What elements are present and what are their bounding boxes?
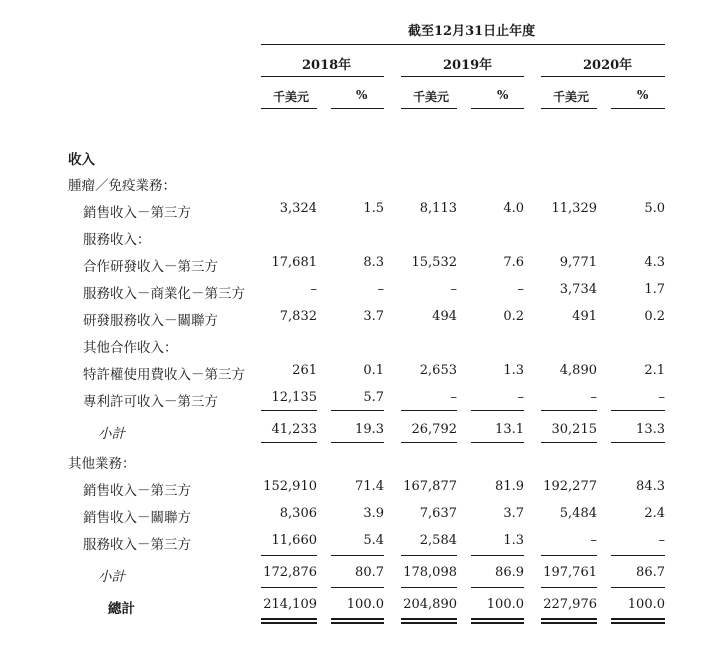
percent-cell: 86.7 (636, 565, 665, 580)
unit-rule-amt-2019 (401, 108, 457, 109)
year-2018: 2018年 (302, 58, 352, 73)
row-label: 特許權使用費收入－第三方 (83, 367, 245, 383)
unit-pct-2020: % (637, 88, 649, 102)
period-rule (261, 44, 665, 45)
percent-cell: 3.9 (363, 506, 384, 521)
percent-cell: 13.1 (495, 422, 524, 437)
percent-cell: 0.1 (363, 363, 384, 378)
total-top-amt-2019 (401, 587, 457, 588)
percent-cell: – (517, 390, 524, 405)
unit-pct-2018: % (356, 88, 368, 102)
total-double-1-amt-2018 (261, 618, 317, 620)
percent-cell: 2.4 (644, 506, 665, 521)
amount-cell: 204,890 (403, 597, 457, 612)
amount-cell: – (450, 282, 457, 297)
amount-cell: 3,734 (559, 282, 597, 297)
row-label: 研發服務收入－關聯方 (83, 313, 218, 329)
amount-cell: 15,532 (411, 255, 457, 270)
percent-cell: 8.3 (363, 255, 384, 270)
percent-cell: 100.0 (486, 597, 524, 612)
percent-cell: 5.7 (363, 390, 384, 405)
subtotal1-rule-pct-2020 (611, 410, 665, 411)
percent-cell: 1.3 (503, 363, 524, 378)
year-rule-2019 (401, 76, 524, 77)
amount-cell: 8,113 (419, 201, 457, 216)
amount-cell: 214,109 (263, 597, 317, 612)
percent-cell: 13.3 (636, 422, 665, 437)
percent-cell: 3.7 (503, 506, 524, 521)
amount-cell: 8,306 (279, 506, 317, 521)
amount-cell: 167,877 (403, 479, 457, 494)
year-rule-2020 (541, 76, 665, 77)
percent-cell: – (377, 282, 384, 297)
unit-rule-pct-2019 (471, 108, 524, 109)
unit-rule-amt-2020 (541, 108, 597, 109)
amount-cell: 7,637 (419, 506, 457, 521)
section-services: 服務收入： (83, 232, 151, 248)
unit-rule-pct-2020 (611, 108, 665, 109)
unit-rule-pct-2018 (331, 108, 384, 109)
subtotal1-rule-amt-2019 (401, 410, 457, 411)
subtotal-label: 小計 (98, 426, 125, 442)
subtotal1-rule-pct-2018 (331, 410, 384, 411)
amount-cell: 152,910 (263, 479, 317, 494)
section-other-coop: 其他合作收入： (83, 340, 178, 356)
percent-cell: 100.0 (627, 597, 665, 612)
row-label: 銷售收入－第三方 (83, 205, 191, 221)
amount-cell: 41,233 (271, 422, 317, 437)
percent-cell: 100.0 (346, 597, 384, 612)
amount-cell: – (450, 390, 457, 405)
total-top-amt-2020 (541, 587, 597, 588)
percent-cell: 84.3 (636, 479, 665, 494)
section-oncology: 腫瘤／免疫業務： (68, 178, 176, 194)
percent-cell: – (658, 390, 665, 405)
total-double-1-pct-2020 (611, 618, 665, 620)
row-label: 服務收入－第三方 (83, 537, 191, 553)
year-2020: 2020年 (583, 58, 633, 73)
subtotal2-rule-amt-2019 (401, 555, 457, 556)
amount-cell: 7,832 (279, 309, 317, 324)
total-double-1-amt-2019 (401, 618, 457, 620)
total-top-pct-2018 (331, 587, 384, 588)
amount-cell: 2,653 (419, 363, 457, 378)
amount-cell: – (310, 282, 317, 297)
unit-amount-2019: 千美元 (413, 90, 450, 104)
year-2019: 2019年 (443, 58, 493, 73)
subtotal1-bottom-pct-2019 (471, 442, 524, 443)
section-revenue: 收入 (68, 152, 95, 168)
percent-cell: 5.4 (363, 533, 384, 548)
row-label: 銷售收入－第三方 (83, 483, 191, 499)
period-header: 截至12月31日止年度 (408, 24, 536, 39)
row-label: 服務收入－商業化－第三方 (83, 286, 245, 302)
subtotal1-rule-pct-2019 (471, 410, 524, 411)
amount-cell: 30,215 (551, 422, 597, 437)
percent-cell: 1.5 (363, 201, 384, 216)
subtotal1-bottom-pct-2018 (331, 442, 384, 443)
row-label: 專利許可收入－第三方 (83, 394, 218, 410)
total-top-pct-2020 (611, 587, 665, 588)
subtotal-label: 小計 (98, 569, 125, 585)
total-double-2-amt-2018 (261, 622, 317, 624)
subtotal1-rule-amt-2020 (541, 410, 597, 411)
percent-cell: 81.9 (495, 479, 524, 494)
subtotal1-bottom-amt-2020 (541, 442, 597, 443)
percent-cell: 4.3 (644, 255, 665, 270)
unit-amount-2020: 千美元 (553, 90, 590, 104)
total-top-amt-2018 (261, 587, 317, 588)
amount-cell: – (590, 533, 597, 548)
amount-cell: 2,584 (419, 533, 457, 548)
subtotal2-rule-pct-2019 (471, 555, 524, 556)
percent-cell: 1.3 (503, 533, 524, 548)
amount-cell: 9,771 (559, 255, 597, 270)
amount-cell: – (590, 390, 597, 405)
total-double-1-amt-2020 (541, 618, 597, 620)
amount-cell: 491 (572, 309, 597, 324)
section-other-business: 其他業務： (68, 456, 136, 472)
amount-cell: 192,277 (543, 479, 597, 494)
total-top-pct-2019 (471, 587, 524, 588)
percent-cell: 19.3 (355, 422, 384, 437)
total-double-2-pct-2020 (611, 622, 665, 624)
amount-cell: 11,329 (551, 201, 597, 216)
percent-cell: 7.6 (503, 255, 524, 270)
total-double-1-pct-2018 (331, 618, 384, 620)
subtotal2-rule-amt-2020 (541, 555, 597, 556)
percent-cell: 0.2 (644, 309, 665, 324)
percent-cell: 2.1 (644, 363, 665, 378)
percent-cell: 4.0 (503, 201, 524, 216)
total-double-2-amt-2020 (541, 622, 597, 624)
amount-cell: 5,484 (559, 506, 597, 521)
subtotal2-rule-pct-2020 (611, 555, 665, 556)
unit-amount-2018: 千美元 (273, 90, 310, 104)
amount-cell: 11,660 (271, 533, 317, 548)
percent-cell: 0.2 (503, 309, 524, 324)
subtotal2-rule-pct-2018 (331, 555, 384, 556)
subtotal1-bottom-pct-2020 (611, 442, 665, 443)
percent-cell: – (517, 282, 524, 297)
row-label: 合作研發收入－第三方 (83, 259, 218, 275)
unit-pct-2019: % (497, 88, 509, 102)
total-label: 總計 (108, 601, 135, 617)
percent-cell: – (658, 533, 665, 548)
year-rule-2018 (261, 76, 384, 77)
total-double-2-amt-2019 (401, 622, 457, 624)
percent-cell: 5.0 (644, 201, 665, 216)
amount-cell: 12,135 (271, 390, 317, 405)
amount-cell: 494 (432, 309, 457, 324)
unit-rule-amt-2018 (261, 108, 317, 109)
row-label: 銷售收入－關聯方 (83, 510, 191, 526)
total-double-1-pct-2019 (471, 618, 524, 620)
total-double-2-pct-2019 (471, 622, 524, 624)
amount-cell: 172,876 (263, 565, 317, 580)
amount-cell: 227,976 (543, 597, 597, 612)
amount-cell: 178,098 (403, 565, 457, 580)
total-double-2-pct-2018 (331, 622, 384, 624)
amount-cell: 197,761 (543, 565, 597, 580)
percent-cell: 1.7 (644, 282, 665, 297)
percent-cell: 80.7 (355, 565, 384, 580)
amount-cell: 26,792 (411, 422, 457, 437)
percent-cell: 3.7 (363, 309, 384, 324)
subtotal1-bottom-amt-2019 (401, 442, 457, 443)
amount-cell: 261 (292, 363, 317, 378)
amount-cell: 4,890 (559, 363, 597, 378)
subtotal2-rule-amt-2018 (261, 555, 317, 556)
subtotal1-rule-amt-2018 (261, 410, 317, 411)
percent-cell: 86.9 (495, 565, 524, 580)
percent-cell: 71.4 (355, 479, 384, 494)
amount-cell: 3,324 (279, 201, 317, 216)
amount-cell: 17,681 (271, 255, 317, 270)
subtotal1-bottom-amt-2018 (261, 442, 317, 443)
